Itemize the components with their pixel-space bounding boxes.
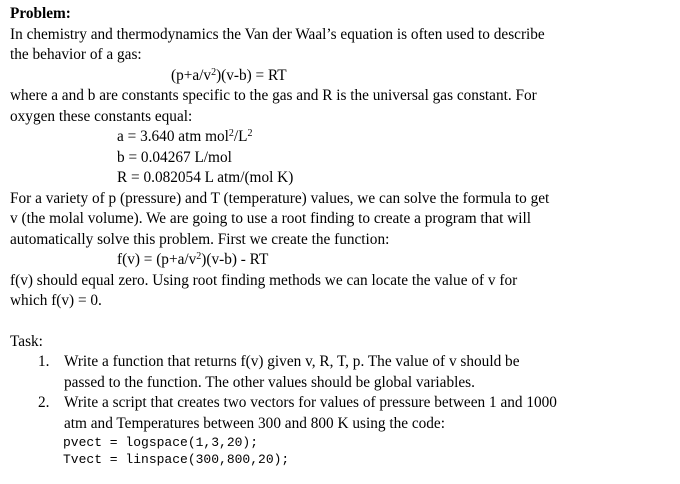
task-item-1 (10, 352, 656, 393)
constants-line-1: where a and b are constants specific to the gas and R is the universal gas constant. For (10, 87, 537, 104)
paragraph-2-line-1: For a variety of p (pressure) and T (temperature) values, we can solve the formula to get (10, 189, 550, 207)
code-line-tvect: Tvect = linspace(300,800,20); (63, 452, 290, 467)
constant-a: a = 3.640 atm $mol^2/L^2$ (117, 128, 253, 145)
constant-r: R = 0.082054 L atm/(mol K) (117, 169, 294, 186)
task-item-number: 2. (38, 394, 50, 411)
task-item-2 (10, 393, 656, 434)
constant-b: b = 0.04267 L/mol (117, 148, 232, 166)
van-der-waals-equation: $(p+a/v^2)(v-b)$ = RT (171, 66, 287, 84)
code-line-pvect: pvect = logspace(1,3,20); (63, 435, 259, 450)
task-item-1-line-1: Write a function that returns f(v) given v, R, T, p. The value of v should be (64, 353, 520, 370)
paragraph-3-line-1: f(v) should equal zero. Using root finding methods we can locate the value of v for (10, 271, 518, 289)
function-equation: $f(v) = (p+a/v^2)(v-b)$ - RT (117, 251, 269, 268)
paragraph-3-line-2: which f(v) = 0. (10, 292, 102, 309)
intro-line-2: the behavior of a gas: (10, 46, 142, 63)
paragraph-2-line-2: v (the molal volume). We are going to use a root finding to create a program that will (10, 210, 531, 227)
task-list (10, 352, 680, 434)
task-item-2-line-1: Write a script that creates two vectors for values of pressure between 1 and 1000 (64, 394, 557, 411)
paragraph-2-line-3: automatically solve this problem. First we create the function: (10, 230, 390, 248)
problem-heading: Problem: (10, 5, 71, 22)
intro-line-1: In chemistry and thermodynamics the Van der Waal’s equation is often used to describe (10, 25, 545, 43)
task-item-2-line-2: atm and Temperatures between 300 and 800 K using the code: (64, 414, 445, 432)
task-item-number: 1. (38, 353, 50, 370)
task-item-1-line-2: passed to the function. The other values should be global variables. (64, 373, 475, 391)
task-heading: Task: (10, 332, 43, 350)
section-spacer (10, 312, 680, 332)
constants-line-2: oxygen these constants equal: (10, 107, 193, 125)
